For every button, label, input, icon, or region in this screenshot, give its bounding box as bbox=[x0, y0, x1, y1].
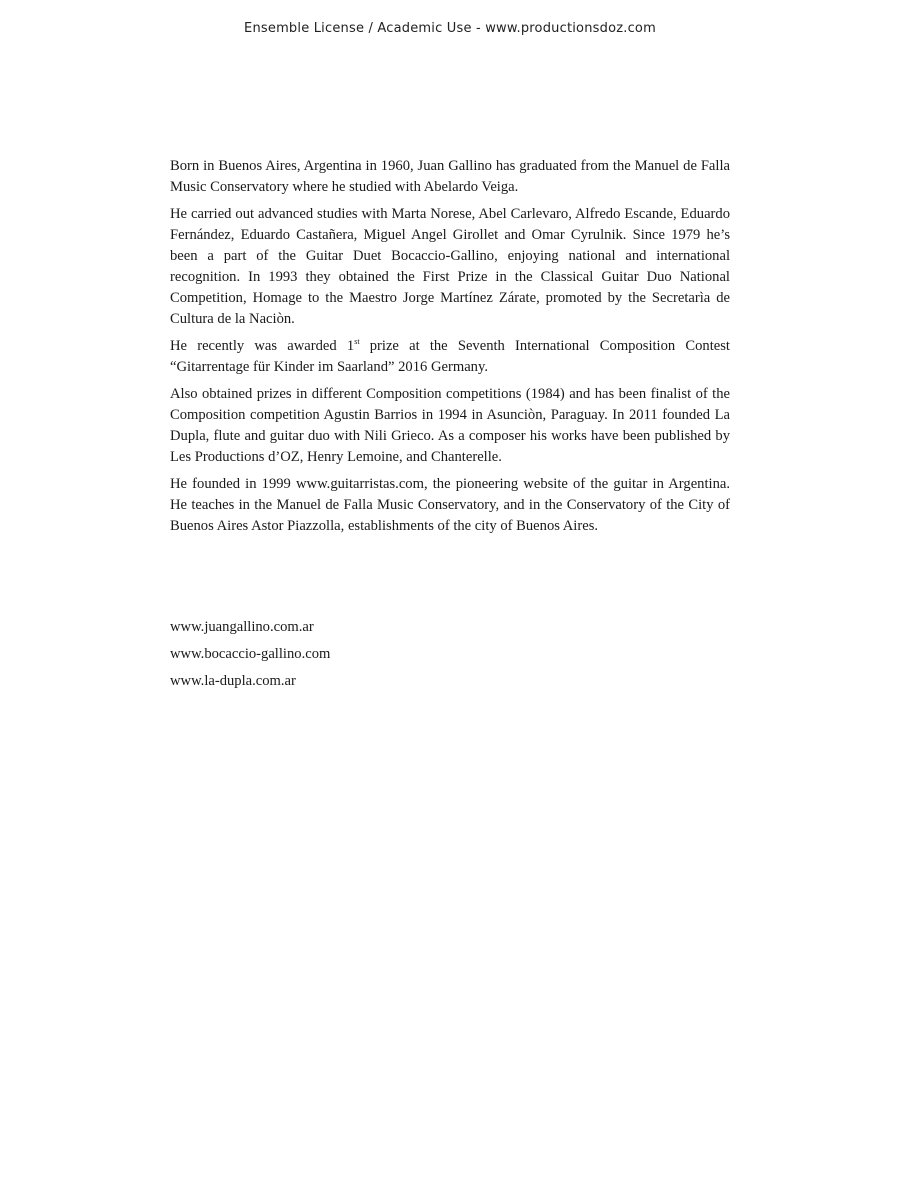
bio-paragraph-teaching: He founded in 1999 www.guitarristas.com, the pioneering website of the guitar in Argentina. He teaches in the Manuel de Falla Music Conservatory, and in the Conservatory of the City of Buenos Aires Astor Piazzolla, establishments of the city of Buenos Aires. bbox=[170, 476, 730, 534]
ordinal-suffix: st bbox=[354, 337, 360, 347]
license-header: Ensemble License / Academic Use - www.productionsdoz.com bbox=[244, 21, 656, 36]
link-la-dupla[interactable]: www.la-dupla.com.ar bbox=[170, 673, 296, 689]
bio-paragraph-compositions: Also obtained prizes in different Composition competitions (1984) and has been finalist of the Composition competition Agustin Barrios in 1994 in Asunciòn, Paraguay. In 2011 founded La Dupla, flute and guitar duo with Nili Grieco. As a composer his works have been published by Les Productions d’OZ, Henry Lemoine, and Chanterelle. bbox=[170, 386, 730, 465]
bio-paragraph-award bbox=[170, 336, 730, 378]
link-bocaccio-gallino[interactable]: www.bocaccio-gallino.com bbox=[170, 646, 331, 662]
link-juangallino[interactable]: www.juangallino.com.ar bbox=[170, 619, 314, 635]
bio-paragraph-education: Born in Buenos Aires, Argentina in 1960, Juan Gallino has graduated from the Manuel de Falla Music Conservatory where he studied with Abelardo Veiga. bbox=[170, 158, 730, 195]
biography bbox=[170, 156, 730, 543]
award-text-start: He recently was awarded 1 bbox=[170, 338, 355, 354]
bio-paragraph-career: He carried out advanced studies with Marta Norese, Abel Carlevaro, Alfredo Escande, Eduardo Fernández, Eduardo Castañera, Miguel Angel Girollet and Omar Cyrulnik. Since 1979 he’s been a part of the Guitar Duet Bocaccio-Gallino, enjoying national and international recognition. In 1993 they obtained the First Prize in the Classical Guitar Duo National Competition, Homage to the Maestro Jorge Martínez Zárate, promoted by the Secretarìa de Cultura de la Naciòn. bbox=[170, 206, 730, 327]
award-text-end: prize at the Seventh International Composition Contest “Gitarrentage für Kinder im Saarland” 2016 Germany. bbox=[170, 338, 730, 375]
website-links bbox=[170, 617, 730, 698]
